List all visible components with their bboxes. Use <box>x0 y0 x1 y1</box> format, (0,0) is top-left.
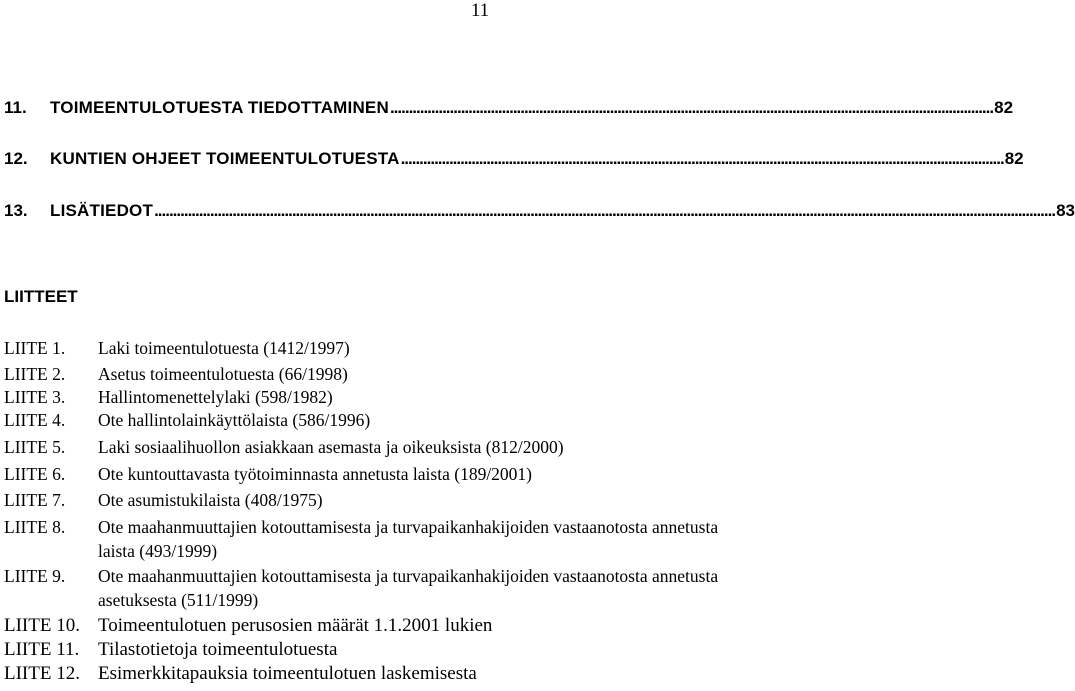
appendix-heading: LIITTEET <box>4 287 78 306</box>
toc-entry-12[interactable] <box>4 149 1024 173</box>
appendix-title: Toimeentulotuen perusosien määrät 1.1.2001 lukien <box>98 615 493 636</box>
appendix-item-1 <box>4 336 954 360</box>
appendix-title: Ote kuntouttavasta työtoiminnasta annetusta laista (189/2001) <box>98 464 533 484</box>
appendix-title: Laki sosiaalihuollon asiakkaan asemasta ja oikeuksista (812/2000) <box>98 437 564 457</box>
page-number: 11 <box>470 0 490 21</box>
appendix-label: LIITE 7. <box>4 490 66 510</box>
appendix-title <box>98 515 954 563</box>
appendix-title: Ote hallintolainkäyttölaista (586/1996) <box>98 410 371 430</box>
appendix-item-4 <box>4 408 954 432</box>
toc-entry-13[interactable] <box>4 201 1075 225</box>
toc-entry-title: LISÄTIEDOT <box>50 201 154 220</box>
toc-entry-number: 11. <box>4 98 27 117</box>
appendix-label: LIITE 9. <box>4 566 66 586</box>
appendix-title: Asetus toimeentulotuesta (66/1998) <box>98 364 348 384</box>
appendix-title-line: asetuksesta (511/1999) <box>98 590 259 610</box>
toc-entry-11[interactable] <box>4 98 1014 122</box>
appendix-title: Esimerkkitapauksia toimeentulotuen laskemisesta <box>98 663 477 684</box>
appendix-label: LIITE 12. <box>4 663 80 684</box>
appendix-label: LIITE 11. <box>4 639 80 660</box>
appendix-label: LIITE 10. <box>4 615 80 636</box>
appendix-title-line: Ote maahanmuuttajien kotouttamisesta ja turvapaikanhakijoiden vastaanotosta annetusta <box>98 517 719 537</box>
appendix-label: LIITE 8. <box>4 517 66 537</box>
appendix-title: Hallintomenettelylaki (598/1982) <box>98 387 333 407</box>
appendix-item-12 <box>4 662 954 686</box>
appendix-item-8 <box>4 515 954 563</box>
toc-entry-title: KUNTIEN OHJEET TOIMEENTULOTUESTA <box>50 149 400 168</box>
appendix-item-7 <box>4 488 954 512</box>
appendix-label: LIITE 5. <box>4 437 66 457</box>
appendix-item-2 <box>4 362 954 386</box>
toc-entry-page: 82 <box>994 98 1014 117</box>
appendix-label: LIITE 3. <box>4 387 66 407</box>
toc-leader-dots: .................................................................................................................................................................. <box>389 98 994 117</box>
appendix-item-11 <box>4 638 954 662</box>
appendix-title-line: laista (493/1999) <box>98 541 218 561</box>
appendix-label: LIITE 2. <box>4 364 66 384</box>
toc-leader-dots: .................................................................................................................................................................................................................................................. <box>154 201 1056 220</box>
appendix-label: LIITE 6. <box>4 464 66 484</box>
toc-entry-page: 82 <box>1004 149 1024 168</box>
appendix-item-5 <box>4 435 954 459</box>
appendix-title: Tilastotietoja toimeentulotuesta <box>98 639 338 660</box>
appendix-title: Laki toimeentulotuesta (1412/1997) <box>98 338 350 358</box>
toc-leader-dots: .................................................................................................................................................................. <box>400 149 1004 168</box>
toc-entry-title: TOIMEENTULOTUESTA TIEDOTTAMINEN <box>50 98 389 117</box>
appendix-title-line: Ote maahanmuuttajien kotouttamisesta ja turvapaikanhakijoiden vastaanotosta annetusta <box>98 566 719 586</box>
appendix-title <box>98 564 954 612</box>
appendix-label: LIITE 4. <box>4 410 66 430</box>
appendix-label: LIITE 1. <box>4 338 66 358</box>
appendix-item-3 <box>4 385 954 409</box>
appendix-title: Ote asumistukilaista (408/1975) <box>98 490 323 510</box>
toc-entry-page: 83 <box>1056 201 1075 220</box>
toc-entry-number: 13. <box>4 201 28 220</box>
appendix-item-10 <box>4 614 954 638</box>
toc-entry-number: 12. <box>4 149 28 168</box>
appendix-item-6 <box>4 462 954 486</box>
appendix-item-9 <box>4 564 954 612</box>
